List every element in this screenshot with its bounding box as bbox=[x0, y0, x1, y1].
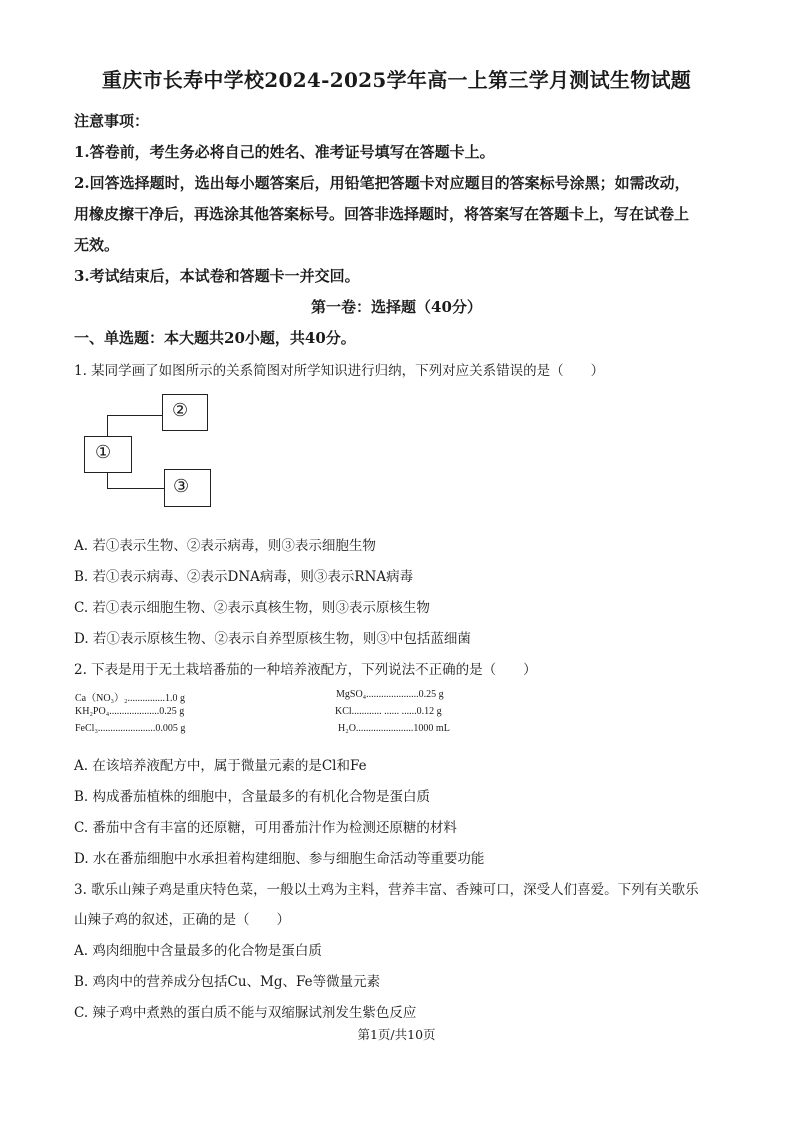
q2-option-b: B. 构成番茄植株的细胞中，含量最多的有机化合物是蛋白质 bbox=[74, 789, 431, 805]
notice-heading: 注意事项： bbox=[74, 112, 150, 130]
diagram-node-2 bbox=[162, 394, 208, 431]
notice-item-2-line-3: 无效。 bbox=[74, 236, 120, 254]
page-footer: 第1页/共10页 bbox=[357, 1027, 436, 1042]
q3-option-b: B. 鸡肉中的营养成分包括Cu、Mg、Fe等微量元素 bbox=[74, 974, 381, 990]
q2-stem: 2. 下表是用于无土栽培番茄的一种培养液配方，下列说法不正确的是（ ） bbox=[74, 662, 537, 678]
notice-item-2-line-2: 用橡皮擦干净后，再选涂其他答案标号。回答非选择题时，将答案写在答题卡上，写在试卷上 bbox=[74, 205, 690, 223]
q3-stem-line-2: 山辣子鸡的叙述，正确的是（ ） bbox=[74, 912, 290, 928]
table-cell: FeCl₃.......................0.005 g bbox=[75, 723, 186, 734]
notice-item-3: 3.考试结束后，本试卷和答题卡一并交回。 bbox=[74, 267, 360, 285]
node-3-label: ③ bbox=[173, 476, 190, 497]
notice-item-2-line-1: 2.回答选择题时，选出每小题答案后，用铅笔把答题卡对应题目的答案标号涂黑；如需改动， bbox=[74, 174, 690, 192]
table-cell: KCl............ ...... ......0.12 g bbox=[335, 706, 442, 717]
table-cell: Ca（NO₃）₂...............1.0 g bbox=[75, 693, 186, 704]
node-1-label: ① bbox=[95, 442, 112, 463]
q1-stem: 1. 某同学画了如图所示的关系简图对所学知识进行归纳，下列对应关系错误的是（ ） bbox=[74, 363, 605, 379]
q1-option-d: D. 若①表示原核生物、②表示自养型原核生物，则③中包括蓝细菌 bbox=[74, 631, 471, 647]
q1-option-c: C. 若①表示细胞生物、②表示真核生物，则③表示原核生物 bbox=[74, 600, 430, 616]
connector-line bbox=[107, 488, 164, 489]
connector-line bbox=[107, 415, 162, 416]
q2-option-a: A. 在该培养液配方中，属于微量元素的是Cl和Fe bbox=[74, 758, 367, 774]
node-2-label: ② bbox=[172, 400, 189, 421]
table-cell: MgSO₄.....................0.25 g bbox=[336, 689, 444, 700]
section1-title: 一、单选题：本大题共20小题，共40分。 bbox=[74, 329, 356, 347]
q2-option-d: D. 水在番茄细胞中水承担着构建细胞、参与细胞生命活动等重要功能 bbox=[74, 851, 485, 867]
q1-option-a: A. 若①表示生物、②表示病毒，则③表示细胞生物 bbox=[74, 538, 376, 554]
table-cell: KH₂PO₄....................0.25 g bbox=[75, 706, 185, 717]
page-title: 重庆市长寿中学校2024-2025学年高一上第三学月测试生物试题 bbox=[101, 68, 692, 92]
q3-option-a: A. 鸡肉细胞中含量最多的化合物是蛋白质 bbox=[74, 943, 322, 959]
connector-line bbox=[107, 471, 108, 488]
connector-line bbox=[107, 415, 108, 436]
notice-item-1: 1.答卷前，考生务必将自己的姓名、准考证号填写在答题卡上。 bbox=[74, 143, 495, 161]
part1-title: 第一卷：选择题（40分） bbox=[311, 298, 482, 316]
q1-option-b: B. 若①表示病毒、②表示DNA病毒，则③表示RNA病毒 bbox=[74, 569, 414, 585]
diagram-node-3 bbox=[164, 469, 211, 507]
q3-option-c: C. 辣子鸡中煮熟的蛋白质不能与双缩脲试剂发生紫色反应 bbox=[74, 1005, 417, 1021]
table-cell: H₂O.......................1000 mL bbox=[338, 723, 450, 734]
q2-option-c: C. 番茄中含有丰富的还原糖，可用番茄汁作为检测还原糖的材料 bbox=[74, 820, 457, 836]
diagram-node-1 bbox=[84, 436, 132, 473]
q3-stem-line-1: 3. 歌乐山辣子鸡是重庆特色菜，一般以土鸡为主料，营养丰富、香辣可口，深受人们喜爱。下列有关歌乐 bbox=[74, 882, 699, 898]
